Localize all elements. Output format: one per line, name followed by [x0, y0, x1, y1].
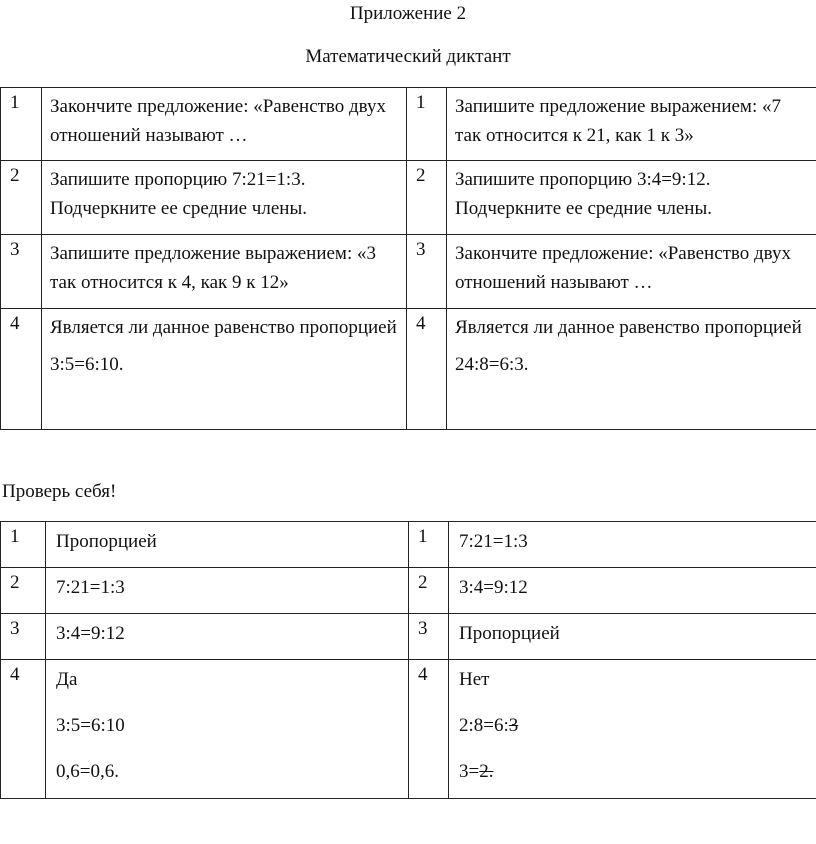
table-row — [1, 614, 816, 660]
answer-expression — [459, 711, 811, 740]
row-number: 2 — [407, 161, 447, 235]
answer-text: Пропорцией — [449, 614, 816, 660]
task-cell — [447, 309, 816, 430]
answer-expression: 3:5=6:10 — [56, 715, 125, 736]
struck-term: 3 — [508, 715, 519, 736]
task-text: Запишите предложение выражением: «3 так относится к 4, как 9 к 12» — [42, 235, 407, 309]
row-number: 3 — [1, 614, 46, 660]
answer-text: Пропорцией — [46, 522, 409, 568]
row-number: 2 — [409, 568, 449, 614]
row-number: 1 — [1, 522, 46, 568]
task-text: Запишите предложение выражением: «7 так относится к 21, как 1 к 3» — [447, 88, 816, 161]
task-text: Закончите предложение: «Равенство двух отношений называют … — [42, 88, 407, 161]
answer-text: 3:4=9:12 — [449, 568, 816, 614]
task-cell — [42, 309, 407, 430]
expression-part: 3= — [459, 761, 480, 782]
answer-text: 3:4=9:12 — [46, 614, 409, 660]
row-number: 4 — [407, 309, 447, 430]
appendix-label: Приложение 2 — [349, 3, 467, 24]
task-text: Является ли данное равенство пропорцией — [455, 317, 802, 338]
row-number: 2 — [1, 161, 42, 235]
row-number: 2 — [1, 568, 46, 614]
expression-part: 2:8=6: — [459, 715, 509, 736]
task-text: Запишите пропорцию 7:21=1:3. Подчеркните ее средние члены. — [42, 161, 407, 235]
answer-expression: 0,6=0,6. — [56, 761, 119, 782]
answer-text: 7:21=1:3 — [449, 522, 816, 568]
row-number: 4 — [1, 660, 46, 799]
answers-table — [0, 521, 816, 799]
row-number: 1 — [407, 88, 447, 161]
row-number: 1 — [409, 522, 449, 568]
task-expression: 3:5=6:10. — [50, 354, 124, 375]
answer-text: 7:21=1:3 — [46, 568, 409, 614]
table-row — [1, 161, 816, 235]
answer-expression — [459, 757, 811, 786]
table-row — [1, 235, 816, 309]
row-number: 3 — [409, 614, 449, 660]
dictation-table — [0, 87, 816, 430]
table-row — [1, 568, 816, 614]
table-row — [1, 660, 816, 799]
table-row — [1, 88, 816, 161]
table-row — [1, 309, 816, 430]
task-text: Закончите предложение: «Равенство двух отношений называют … — [447, 235, 816, 309]
struck-term: 2. — [479, 761, 494, 782]
row-number: 3 — [1, 235, 42, 309]
answer-text: Да — [56, 669, 78, 690]
check-yourself-heading: Проверь себя! — [2, 481, 117, 502]
row-number: 1 — [1, 88, 42, 161]
answer-text: Нет — [459, 669, 490, 690]
row-number: 4 — [409, 660, 449, 799]
page-title: Математический диктант — [305, 46, 511, 67]
row-number: 4 — [1, 309, 42, 430]
task-text: Запишите пропорцию 3:4=9:12. Подчеркните ее средние члены. — [447, 161, 816, 235]
row-number: 3 — [407, 235, 447, 309]
task-expression: 24:8=6:3. — [455, 354, 529, 375]
task-text: Является ли данное равенство пропорцией — [50, 317, 397, 338]
table-row — [1, 522, 816, 568]
answer-cell — [449, 660, 816, 799]
answer-cell — [46, 660, 409, 799]
